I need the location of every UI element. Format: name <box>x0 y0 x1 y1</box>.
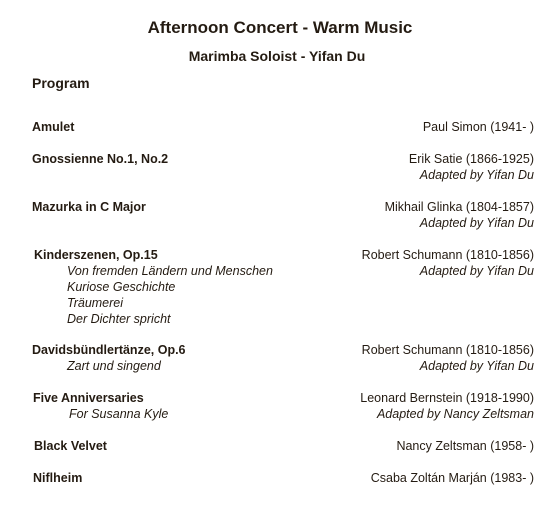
piece-credit <box>362 342 534 374</box>
movement-title: Träumerei <box>67 296 124 310</box>
piece-credit <box>371 470 534 486</box>
movement-title: Kuriose Geschichte <box>67 280 176 294</box>
piece-credit <box>362 247 534 279</box>
piece-credit <box>409 151 534 183</box>
composer-credit: Robert Schumann (1810-1856) <box>361 343 534 357</box>
soloist-subtitle: Marimba Soloist - Yifan Du <box>188 48 366 64</box>
movement-title: Von fremden Ländern und Menschen <box>67 264 273 278</box>
adaptation-credit: Adapted by Yifan Du <box>419 216 534 230</box>
concert-title: Afternoon Concert - Warm Music <box>147 18 413 37</box>
composer-credit: Paul Simon (1941- ) <box>422 120 534 134</box>
piece-credit <box>396 438 534 454</box>
movement-list <box>67 263 273 327</box>
composer-credit: Robert Schumann (1810-1856) <box>361 248 534 262</box>
piece-title: Davidsbündlertänze, Op.6 <box>32 343 186 357</box>
piece-credit <box>423 119 534 135</box>
composer-credit: Mikhail Glinka (1804-1857) <box>384 200 534 214</box>
adaptation-credit: Adapted by Yifan Du <box>419 359 534 373</box>
composer-credit: Nancy Zeltsman (1958- ) <box>396 439 534 453</box>
piece-title: Kinderszenen, Op.15 <box>34 248 158 262</box>
program-heading: Program <box>32 75 90 91</box>
composer-credit: Erik Satie (1866-1925) <box>408 152 534 166</box>
piece-title: Black Velvet <box>34 439 107 453</box>
movement-list <box>69 406 168 422</box>
composer-credit: Csaba Zoltán Marján (1983- ) <box>370 471 534 485</box>
movement-title: Der Dichter spricht <box>67 312 171 326</box>
adaptation-credit: Adapted by Nancy Zeltsman <box>376 407 534 421</box>
piece-credit <box>360 390 534 422</box>
movement-title: For Susanna Kyle <box>69 407 169 421</box>
piece-title: Gnossienne No.1, No.2 <box>32 152 169 166</box>
composer-credit: Leonard Bernstein (1918-1990) <box>360 391 534 405</box>
piece-title: Five Anniversaries <box>33 391 144 405</box>
piece-title: Niflheim <box>33 471 83 485</box>
piece-credit <box>385 199 534 231</box>
piece-title: Amulet <box>32 120 75 134</box>
adaptation-credit: Adapted by Yifan Du <box>419 168 534 182</box>
movement-title: Zart und singend <box>67 359 161 373</box>
adaptation-credit: Adapted by Yifan Du <box>419 264 534 278</box>
movement-list <box>67 358 161 374</box>
piece-title: Mazurka in C Major <box>32 200 146 214</box>
